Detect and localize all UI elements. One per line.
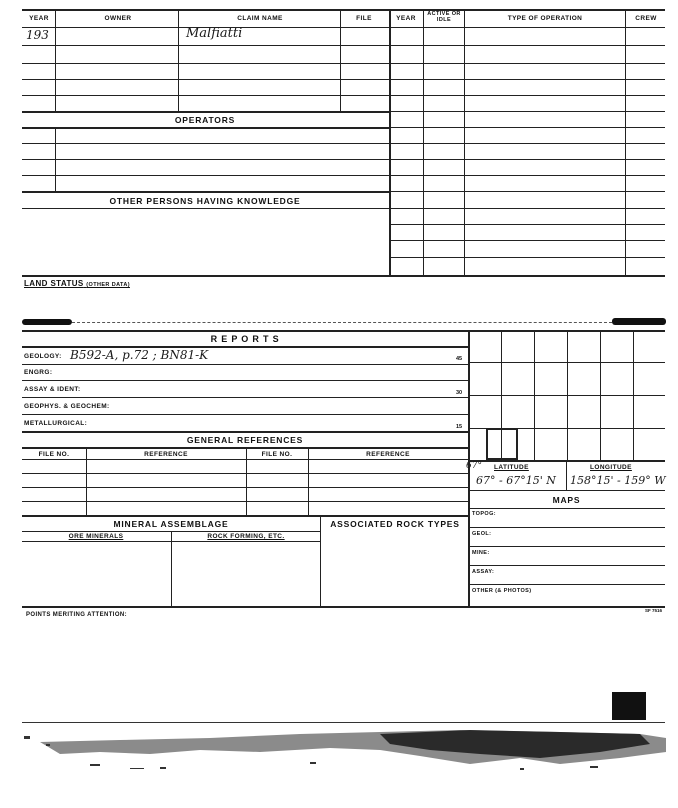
ref-header-reference-2: REFERENCE — [366, 451, 410, 458]
report-geology-num: 45 — [456, 356, 463, 362]
maps-assay-label: ASSAY: — [472, 569, 495, 575]
maps-geol-label: GEOL: — [472, 531, 492, 537]
ref-header-reference-1: REFERENCE — [144, 451, 188, 458]
land-status-title: LAND STATUS — [24, 279, 84, 288]
header-crew: CREW — [635, 15, 657, 22]
entry-claim-name: Malfiatti — [186, 26, 243, 41]
scan-smudge-top-right — [612, 318, 666, 325]
latitude-value: 67° - 67°15' N — [476, 474, 556, 487]
scan-smudge-top — [22, 319, 72, 325]
maps-other-label: OTHER (& PHOTOS) — [472, 588, 532, 594]
maps-title: MAPS — [552, 495, 581, 505]
lat-prefix: 67° — [466, 461, 482, 471]
other-persons-label: OTHER PERSONS HAVING KNOWLEDGE — [109, 196, 301, 206]
header-year: YEAR — [29, 15, 49, 22]
header-active-or-idle: ACTIVE OR IDLE — [427, 11, 461, 23]
report-geology-label: GEOLOGY: — [24, 353, 62, 360]
latitude-label: LATITUDE — [494, 464, 529, 471]
ref-header-file-no-2: FILE NO. — [261, 451, 293, 458]
maps-mine-label: MINE: — [472, 550, 490, 556]
operators-label: OPERATORS — [174, 115, 236, 125]
scan-noise-bottom — [0, 724, 678, 774]
land-status-sub: (OTHER DATA) — [86, 282, 130, 288]
report-metallurgical-label: METALLURGICAL: — [24, 420, 88, 427]
longitude-label: LONGITUDE — [590, 464, 632, 471]
mineral-assemblage-title: MINERAL ASSEMBLAGE — [113, 519, 229, 529]
report-engrg-label: ENGRG: — [24, 369, 53, 376]
header-file: FILE — [356, 15, 372, 22]
points-meriting-label: POINTS MERITING ATTENTION: — [26, 612, 128, 618]
grid-highlight-cell — [486, 428, 518, 460]
maps-topog-label: TOPOG: — [472, 511, 496, 517]
associated-rock-types-label: ASSOCIATED ROCK TYPES — [330, 519, 460, 529]
scan-black-tab — [612, 692, 646, 720]
entry-year: 193 — [26, 28, 49, 42]
ore-minerals-label: ORE MINERALS — [68, 533, 124, 540]
land-status-label — [24, 279, 130, 288]
form-number: SF 7516 — [645, 608, 663, 613]
header-type-of-operation: TYPE OF OPERATION — [507, 15, 583, 22]
longitude-value: 158°15' - 159° W — [570, 474, 666, 487]
report-assay-label: ASSAY & IDENT: — [24, 386, 81, 393]
header-claim-name: CLAIM NAME — [237, 15, 283, 22]
report-metallurgical-num: 15 — [456, 424, 463, 430]
reports-title: R E P O R T S — [210, 334, 280, 344]
header-year-2: YEAR — [396, 15, 416, 22]
ref-header-file-no-1: FILE NO. — [38, 451, 70, 458]
report-assay-num: 30 — [456, 390, 463, 396]
general-references-title: GENERAL REFERENCES — [186, 435, 304, 445]
report-geophys-label: GEOPHYS. & GEOCHEM: — [24, 403, 110, 410]
rock-forming-label: ROCK FORMING, ETC. — [207, 533, 285, 540]
report-geology-value: B592-A, p.72 ; BN81-K — [70, 348, 209, 362]
header-owner: OWNER — [104, 15, 132, 22]
